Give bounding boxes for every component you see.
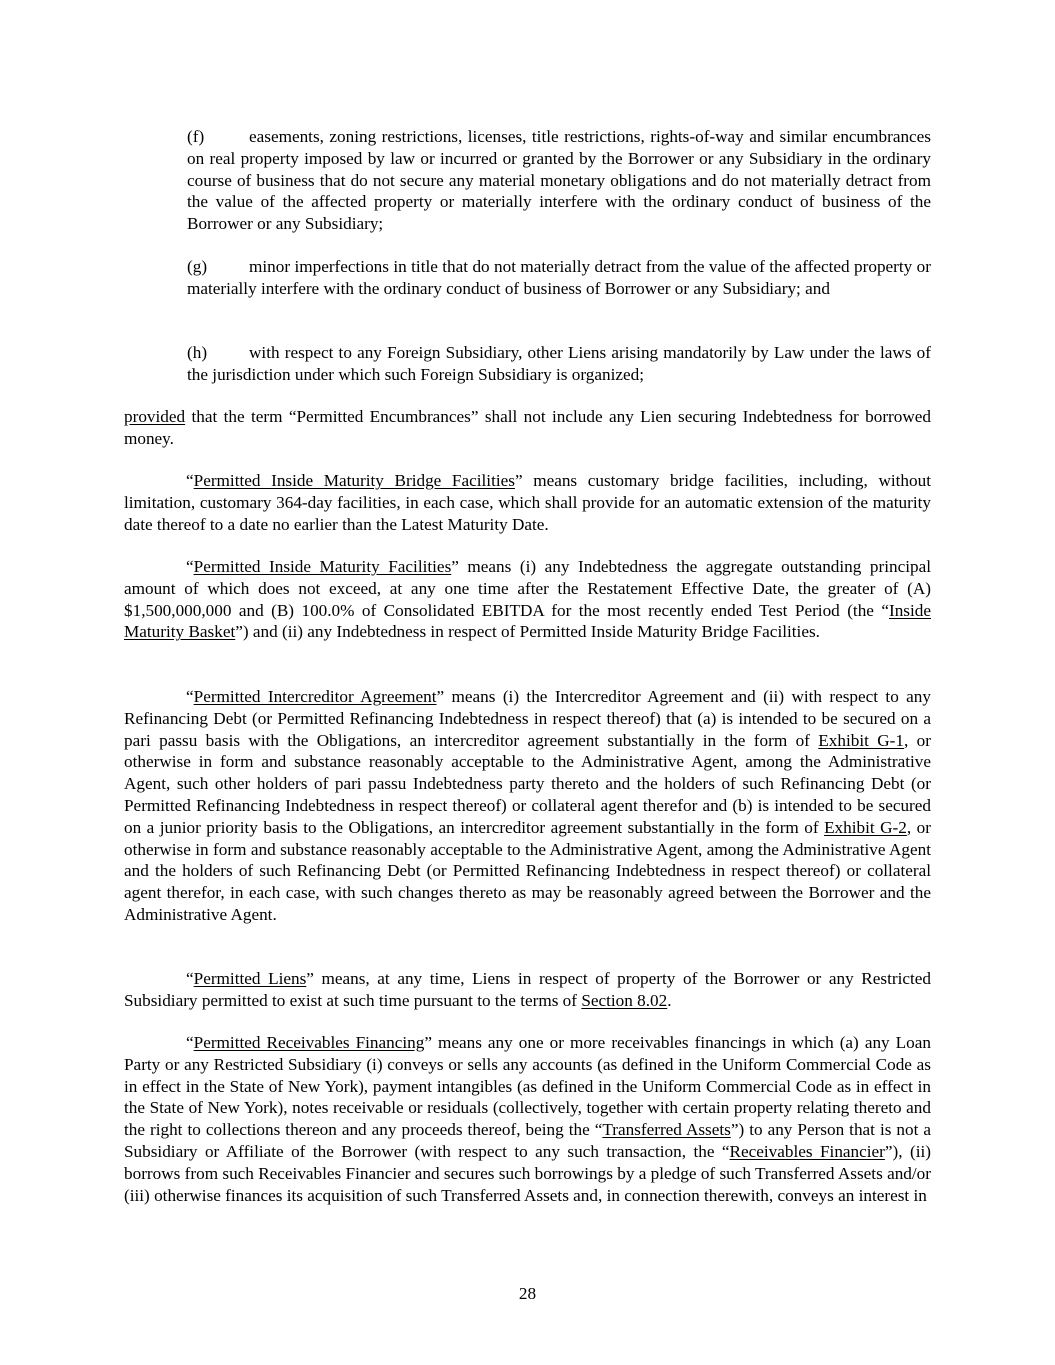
definition-text: .: [667, 990, 672, 1010]
defined-term: Permitted Intercreditor Agreement: [193, 687, 437, 706]
clause-h: [187, 342, 931, 386]
clause-g-marker: (g): [187, 257, 208, 276]
exhibit-g2-reference: Exhibit G-2: [824, 817, 907, 837]
definition-text: ”), (ii) borrows from such Receivables Financier and secures such borrowings by a pledge of such Transferred Assets and/or (iii) otherwise finances its acquisition of such Transferred Assets and, in connection therewith, conveys an interest in: [124, 1141, 931, 1205]
open-quote: “: [186, 557, 194, 576]
definition-text: ” means (i) the Intercreditor Agreement and (ii) with respect to any Refinancing Debt (or Permitted Refinancing Indebtedness in respect thereof) that (a) is intended to be secured on a pari passu basis with the Obligations, an intercreditor agreement substantially in the form of: [124, 687, 931, 750]
definition-receivables-financing: [124, 1032, 931, 1206]
section-reference: Section 8.02: [581, 990, 668, 1010]
open-quote: “: [186, 471, 194, 490]
definition-text: ” means customary bridge facilities, including, without limitation, customary 364-day facilities, in each case, which shall provide for an automatic extension of the maturity date thereof to a date no earlier than the Latest Maturity Date.: [124, 471, 931, 534]
definition-text: ” means (i) any Indebtedness the aggregate outstanding principal amount of which does not exceed, at any one time after the Restatement Effective Date, the greater of (A) $1,500,000,000 and (B) 100.0% of Consolidated EBITDA for the most recently ended Test Period (the “: [124, 557, 931, 620]
clause-g: [187, 256, 931, 300]
clause-f: [187, 126, 931, 235]
definition-inside-maturity-facilities: [124, 556, 931, 643]
defined-term-inline: Receivables Financier: [729, 1141, 885, 1161]
clause-g-text: minor imperfections in title that do not materially detract from the value of the affected property or materially interfere with the ordinary conduct of business of Borrower or any Subsidiary; and: [187, 257, 931, 298]
clause-h-marker: (h): [187, 343, 208, 362]
clause-f-text: easements, zoning restrictions, licenses, title restrictions, rights-of-way and similar encumbrances on real property imposed by law or incurred or granted by the Borrower or any Subsidiary in the ordinary course of business that do not secure any material monetary obligations and do not materially detract from the value of the affected property or materially interfere with the ordinary conduct of business of the Borrower or any Subsidiary;: [187, 127, 931, 234]
definition-text: ”) and (ii) any Indebtedness in respect of Permitted Inside Maturity Bridge Facilities.: [235, 622, 820, 642]
open-quote: “: [186, 687, 194, 706]
definition-text: , or otherwise in form and substance reasonably acceptable to the Administrative Agent, among the Administrative Agent and the holders of such Refinancing Debt (or Permitted Refinancing Indebtedness in respect thereof) or collateral agent therefor, in each case, with such changes thereto as may be reasonably agreed between the Borrower and the Administrative Agent.: [124, 817, 931, 924]
clause-h-text: with respect to any Foreign Subsidiary, other Liens arising mandatorily by Law under the laws of the jurisdiction under which such Foreign Subsidiary is organized;: [187, 343, 931, 384]
definition-bridge-facilities: [124, 470, 931, 535]
page-number: 28: [518, 1284, 537, 1303]
definition-text: ” means, at any time, Liens in respect of property of the Borrower or any Restricted Subsidiary permitted to exist at such time pursuant to the terms of: [124, 969, 931, 1010]
definition-text: ” means any one or more receivables financings in which (a) any Loan Party or any Restricted Subsidiary (i) conveys or sells any accounts (as defined in the Uniform Commercial Code as in effect in the State of New York), payment intangibles (as defined in the Uniform Commercial Code as in effect in the State of New York), notes receivable or residuals (collectively, together with certain property relating thereto and the right to collections thereon and any proceeds thereof, being the “: [124, 1033, 931, 1140]
open-quote: “: [186, 1033, 194, 1052]
proviso-term: provided: [124, 407, 186, 426]
definition-text: ”) to any Person that is not a Subsidiary or Affiliate of the Borrower (with respect to any such transaction, the “: [124, 1120, 932, 1161]
defined-term: Permitted Liens: [193, 969, 307, 988]
exhibit-g1-reference: Exhibit G-1: [818, 730, 904, 750]
defined-term: Permitted Inside Maturity Facilities: [193, 557, 452, 576]
definition-intercreditor-agreement: [124, 686, 931, 926]
defined-term-inline: Inside Maturity Basket: [124, 600, 931, 642]
defined-term: Permitted Inside Maturity Bridge Facilities: [193, 471, 515, 490]
definition-text: , or otherwise in form and substance reasonably acceptable to the Administrative Agent, among the Administrative Agent, such other holders of pari passu Indebtedness party thereto and the holders of such Refinancing Debt (or Permitted Refinancing Indebtedness in respect thereof) or collateral agent therefor and (b) is intended to be secured on a junior priority basis to the Obligations, an intercreditor agreement substantially in the form of: [124, 730, 931, 837]
definition-permitted-liens: [124, 968, 931, 1012]
clause-f-marker: (f): [187, 127, 205, 146]
defined-term: Permitted Receivables Financing: [193, 1033, 425, 1052]
defined-term-inline: Transferred Assets: [602, 1120, 731, 1140]
proviso: [124, 406, 931, 450]
proviso-text: that the term “Permitted Encumbrances” shall not include any Lien securing Indebtedness for borrowed money.: [124, 407, 931, 448]
open-quote: “: [186, 969, 194, 988]
